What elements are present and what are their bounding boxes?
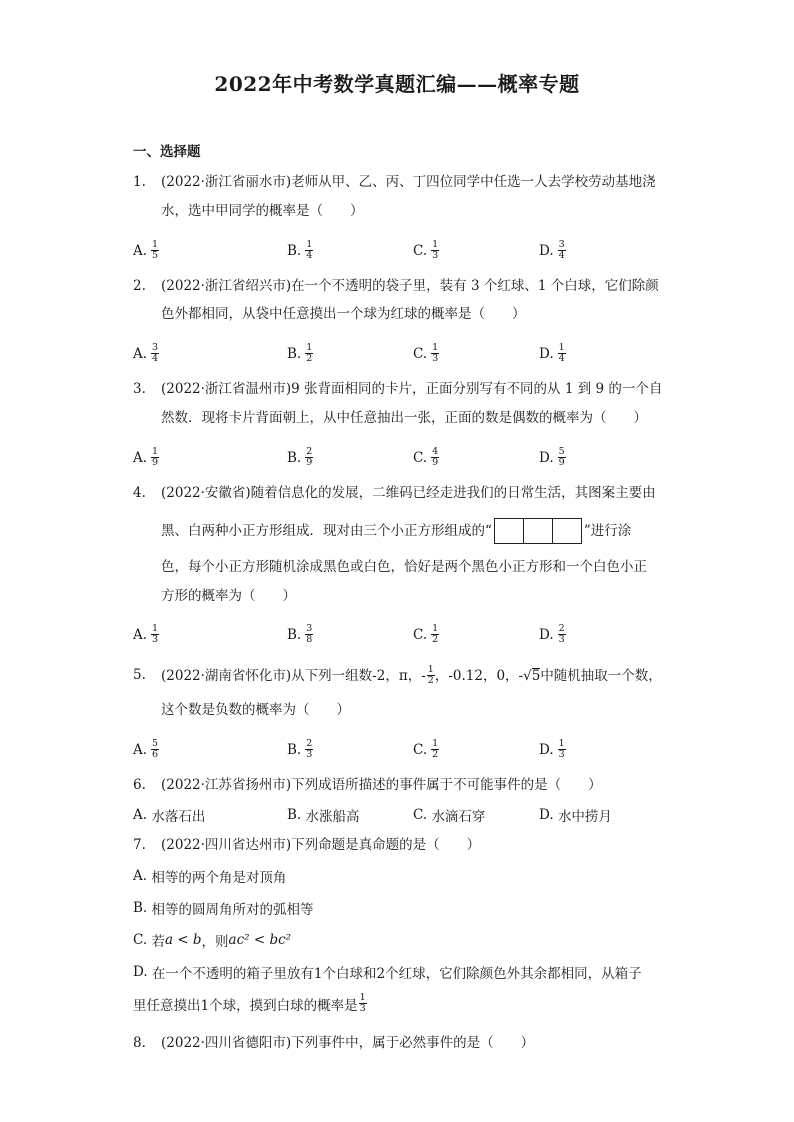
fraction: $\frac{1}{3}$ xyxy=(432,342,439,364)
fraction: $\frac{3}{4}$ xyxy=(558,239,565,261)
option-b: B. $\frac{2}{9}$ xyxy=(287,446,313,468)
question-text: 色外都相同，从袋中任意摸出一个球为红球的概率是（ ） xyxy=(161,306,526,322)
fraction: $\frac{1}{3}$ xyxy=(432,239,439,261)
option-c: C. $\frac{1}{3}$ xyxy=(413,342,439,364)
fraction: $\frac{1}{9}$ xyxy=(152,446,159,468)
question-text: (2022·湖南省怀化市)从下列一组数-2，π， xyxy=(161,667,422,684)
option-d: D. $\frac{5}{9}$ xyxy=(539,446,565,468)
fraction: $\frac{1}{2}$ xyxy=(306,342,313,364)
option-d: D. 在一个不透明的箱子里放有1个白球和2个红球，它们除颜色外其余都相同，从箱子 xyxy=(133,964,642,982)
fraction: $\frac{1}{3}$ xyxy=(558,738,565,760)
option-c: C. $\frac{1}{2}$ xyxy=(413,738,439,760)
fraction: $\frac{3}{8}$ xyxy=(306,623,313,645)
option-a: A. $\frac{3}{4}$ xyxy=(133,342,159,364)
option-b: B. $\frac{2}{3}$ xyxy=(287,738,313,760)
option-a: A. 相等的两个角是对顶角 xyxy=(133,868,287,886)
question-text: (2022·浙江省丽水市)老师从甲、乙、丙、丁四位同学中任选一人去学校劳动基地浇 xyxy=(161,174,656,190)
option-d: D. $\frac{1}{4}$ xyxy=(539,342,565,364)
fraction: $\frac{1}{2}$ xyxy=(432,623,439,645)
three-squares-figure xyxy=(494,518,582,544)
fraction: $\frac{1}{5}$ xyxy=(152,239,159,261)
fraction: $\frac{5}{9}$ xyxy=(558,446,565,468)
question-text: (2022·浙江省绍兴市)在一个不透明的袋子里，装有 3 个红球、1 个白球，它们除颜 xyxy=(161,278,659,294)
document-page: 2022年中考数学真题汇编——概率专题 一、选择题 1. (2022·浙江省丽水市)老师从甲、乙、丙、丁四位同学中任选一人去学校劳动基地浇 水，选中甲同学的概率是（ ） A. $\frac{1}{5}$ B. $\frac{1}{4}$ C. $\frac{1}{3}$ D. $\frac{3}{4}$ 2. (2022·浙江省绍兴市)在一个不透明的袋子里，装有 3 个红球、1 个白球，它们除颜 色外都相同，从袋中任意摸出一个球为红球的概率是（ ） A. $\frac{3}{4}$ B. $\frac{1}{2}$ C. $\frac{1}{3}$ D. $\frac{1}{4}$ 3. (2022·浙江省温州市)9 张背面相同的卡片，正面分别写有不同的从 1 到 9 的一个自 然数．现将卡片背面朝上，从中任意抽出一张，正面的数是偶数的概率为（ ） A. $\frac{1}{9}$ B. $\frac{2}{9}$ C. $\frac{4}{9}$ D. $\frac{5}{9}$ 4. (2022·安徽省)随着信息化的发展，二维码已经走进我们的日常生活，其图案主要由 黑、白两种小正方形组成．现对由三个小正方形组成的“ ”进行涂 色，每个小正方形随机涂成黑色或白色，恰好是两个黑色小正方形和一个白色小正 方形的概率为（ ） A. $\frac{1}{3}$ B. $\frac{3}{8}$ C. $\frac{1}{2}$ D. $\frac{2}{3}$ 5. (2022·湖南省怀化市)从下列一组数-2，π， - $\frac{1}{2}$ ，-0.12，0，- √ 5 中随机抽取一个数， 这个数是负数的概率为（ ） A. $\frac{5}{6}$ B. $\frac{2}{3}$ C. $\frac{1}{2}$ D. $\frac{1}{3}$ 6. (2022·江苏省扬州市)下列成语所描述的事件属于不可能事件的是（ ） A. 水落石出 B. 水涨船高 C. 水滴石穿 D. 水中捞月 7. (2022·四川省达州市)下列命题是真命题的是（ ） A. 相等的两个角是对顶角 B. 相等的圆周角所对的弧相等 C. 若 a < b ，则 ac² < bc² D. 在一个不透明的箱子里放有1个白球和2个红球，它们除颜色外其余都相同，从箱子 里任意摸出1个球，摸到白球的概率是 $\frac{1}{3}$ 8. (2022·四川省德阳市)下列事件中，属于必然事件的是（ ） xyxy=(0,0,794,1122)
question-text: ”进行涂 xyxy=(583,523,632,539)
question-text: (2022·安徽省)随着信息化的发展，二维码已经走进我们的日常生活，其图案主要由 xyxy=(161,485,656,501)
option-d: D. $\frac{1}{3}$ xyxy=(539,738,565,760)
question-text: 黑、白两种小正方形组成．现对由三个小正方形组成的“ xyxy=(161,523,492,539)
option-c: C. $\frac{1}{2}$ xyxy=(413,623,439,645)
question-text: (2022·浙江省温州市)9 张背面相同的卡片，正面分别写有不同的从 1 到 9 的一个自 xyxy=(161,381,663,397)
page-title: 2022年中考数学真题汇编——概率专题 xyxy=(214,72,580,96)
question-number: 3. xyxy=(133,381,146,397)
fraction: $\frac{1}{2}$ xyxy=(427,664,434,686)
option-b: B. 水涨船高 xyxy=(287,807,360,825)
option-b: B. $\frac{1}{4}$ xyxy=(287,239,313,261)
option-a: A. $\frac{1}{3}$ xyxy=(133,623,159,645)
option-c: C. $\frac{4}{9}$ xyxy=(413,446,439,468)
fraction: $\frac{1}{3}$ xyxy=(359,992,366,1014)
question-number: 7. xyxy=(133,837,146,853)
fraction: $\frac{3}{4}$ xyxy=(152,342,159,364)
question-number: 5. xyxy=(133,667,146,683)
question-number: 1. xyxy=(133,174,146,190)
question-text: 中随机抽取一个数， xyxy=(540,667,662,684)
option-d-line-2: 里任意摸出1个球，摸到白球的概率是 $\frac{1}{3}$ xyxy=(133,992,366,1014)
question-text: ，-0.12，0，- xyxy=(434,667,524,684)
question-text: (2022·四川省达州市)下列命题是真命题的是（ ） xyxy=(161,837,481,853)
fraction: $\frac{1}{3}$ xyxy=(152,623,159,645)
fraction: $\frac{2}{3}$ xyxy=(558,623,565,645)
fraction: $\frac{2}{3}$ xyxy=(306,738,313,760)
option-b: B. $\frac{3}{8}$ xyxy=(287,623,313,645)
question-text: 方形的概率为（ ） xyxy=(161,588,296,604)
fraction: $\frac{1}{4}$ xyxy=(558,342,565,364)
option-a: A. $\frac{1}{9}$ xyxy=(133,446,159,468)
fraction: $\frac{4}{9}$ xyxy=(432,446,439,468)
option-d: D. $\frac{2}{3}$ xyxy=(539,623,565,645)
question-number: 8. xyxy=(133,1035,146,1051)
question-text: 然数．现将卡片背面朝上，从中任意抽出一张，正面的数是偶数的概率为（ ） xyxy=(161,410,647,426)
option-a: A. $\frac{5}{6}$ xyxy=(133,738,159,760)
option-d: D. $\frac{3}{4}$ xyxy=(539,239,565,261)
question-text: (2022·江苏省扬州市)下列成语所描述的事件属于不可能事件的是（ ） xyxy=(161,777,602,793)
sqrt-symbol: √ xyxy=(523,667,532,684)
fraction: $\frac{1}{4}$ xyxy=(306,239,313,261)
option-b: B. $\frac{1}{2}$ xyxy=(287,342,313,364)
question-text: 这个数是负数的概率为（ ） xyxy=(161,702,350,718)
question-number: 6. xyxy=(133,777,146,793)
option-b: B. 相等的圆周角所对的弧相等 xyxy=(133,900,314,918)
question-text: 水，选中甲同学的概率是（ ） xyxy=(161,203,364,219)
option-c: C. 水滴石穿 xyxy=(413,807,486,825)
question-number: 4. xyxy=(133,485,146,501)
section-heading: 一、选择题 xyxy=(133,144,201,160)
option-d: D. 水中捞月 xyxy=(539,807,612,825)
option-c: C. 若 a < b ，则 ac² < bc² xyxy=(133,932,292,950)
fraction: $\frac{5}{6}$ xyxy=(152,738,159,760)
question-number: 2. xyxy=(133,278,146,294)
fraction: $\frac{1}{2}$ xyxy=(432,738,439,760)
fraction: $\frac{2}{9}$ xyxy=(306,446,313,468)
question-text: (2022·四川省德阳市)下列事件中，属于必然事件的是（ ） xyxy=(161,1035,535,1051)
option-a: A. 水落石出 xyxy=(133,807,206,825)
option-a: A. $\frac{1}{5}$ xyxy=(133,239,159,261)
question-text: 色，每个小正方形随机涂成黑色或白色，恰好是两个黑色小正方形和一个白色小正 xyxy=(161,559,647,575)
option-c: C. $\frac{1}{3}$ xyxy=(413,239,439,261)
